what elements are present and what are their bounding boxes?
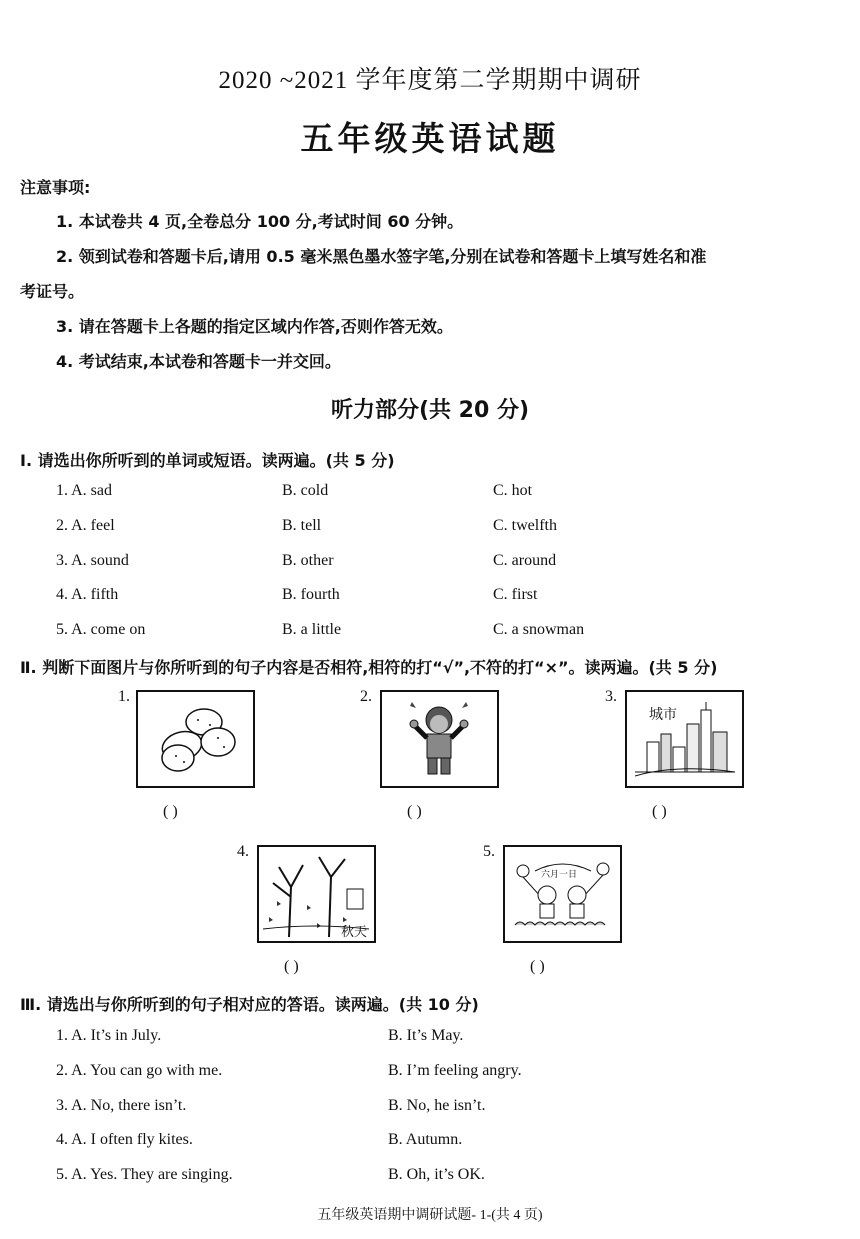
note-item: 2. 领到试卷和答题卡后,请用 0.5 毫米黑色墨水签字笔,分别在试卷和答题卡上填写姓名和准 <box>56 247 707 266</box>
option-b: B. Oh, it’s OK. <box>388 1166 485 1183</box>
picture-number: 3. <box>605 688 617 705</box>
option-a: 2. A. feel <box>56 517 115 534</box>
angry-boy-picture <box>380 690 499 788</box>
answer-blank[interactable]: ( ) <box>530 958 545 975</box>
note-item: 1. 本试卷共 4 页,全卷总分 100 分,考试时间 60 分钟。 <box>56 212 464 231</box>
option-a: 3. A. sound <box>56 552 129 569</box>
option-a: 4. A. fifth <box>56 586 119 603</box>
option-c: C. a snowman <box>493 621 585 638</box>
option-b: B. I’m feeling angry. <box>388 1062 522 1079</box>
note-item: 3. 请在答题卡上各题的指定区域内作答,否则作答无效。 <box>56 317 453 336</box>
option-c: C. twelfth <box>493 517 557 534</box>
picture-number: 4. <box>237 843 249 860</box>
answer-blank[interactable]: ( ) <box>407 803 422 820</box>
picture-number: 2. <box>360 688 372 705</box>
option-b: B. fourth <box>282 586 340 603</box>
option-a: 3. A. No, there isn’t. <box>56 1097 187 1114</box>
city-picture <box>625 690 744 788</box>
option-b: B. Autumn. <box>388 1131 463 1148</box>
answer-blank[interactable]: ( ) <box>652 803 667 820</box>
page-footer: 五年级英语期中调研试题- 1-(共 4 页) <box>317 1208 543 1223</box>
option-b: B. It’s May. <box>388 1027 464 1044</box>
picture-number: 1. <box>118 688 130 705</box>
note-item: 4. 考试结束,本试卷和答题卡一并交回。 <box>56 352 341 371</box>
option-a: 1. A. It’s in July. <box>56 1027 162 1044</box>
option-a: 1. A. sad <box>56 482 112 499</box>
potatoes-picture <box>136 690 255 788</box>
part1-title: Ⅰ. 请选出你所听到的单词或短语。读两遍。(共 5 分) <box>20 451 395 470</box>
option-a: 2. A. You can go with me. <box>56 1062 223 1079</box>
option-c: C. first <box>493 586 538 603</box>
city-label: 城市 <box>649 707 677 723</box>
option-b: B. tell <box>282 517 322 534</box>
option-b: B. other <box>282 552 334 569</box>
picture-number: 5. <box>483 843 495 860</box>
childrens-day-label: 六月一日 <box>541 870 578 880</box>
childrens-day-picture <box>503 845 622 943</box>
autumn-picture <box>257 845 376 943</box>
option-c: C. around <box>493 552 557 569</box>
option-a: 4. A. I often fly kites. <box>56 1131 193 1148</box>
option-b: B. cold <box>282 482 329 499</box>
option-c: C. hot <box>493 482 533 499</box>
notes-heading: 注意事项: <box>20 178 91 197</box>
part3-title: Ⅲ. 请选出与你所听到的句子相对应的答语。读两遍。(共 10 分) <box>20 995 479 1014</box>
option-a: 5. A. Yes. They are singing. <box>56 1166 233 1183</box>
listening-section-title: 听力部分(共 20 分) <box>330 398 530 423</box>
answer-blank[interactable]: ( ) <box>163 803 178 820</box>
note-item: 考证号。 <box>20 282 85 301</box>
option-a: 5. A. come on <box>56 621 146 638</box>
exam-title: 2020 ~2021 学年度第二学期期中调研 <box>218 67 642 94</box>
autumn-label: 秋天 <box>341 925 368 940</box>
option-b: B. a little <box>282 621 342 638</box>
answer-blank[interactable]: ( ) <box>284 958 299 975</box>
option-b: B. No, he isn’t. <box>388 1097 486 1114</box>
exam-subtitle: 五年级英语试题 <box>300 119 560 158</box>
part2-title: Ⅱ. 判断下面图片与你所听到的句子内容是否相符,相符的打“√”,不符的打“×”。读两遍。(共 5 分) <box>20 658 718 677</box>
